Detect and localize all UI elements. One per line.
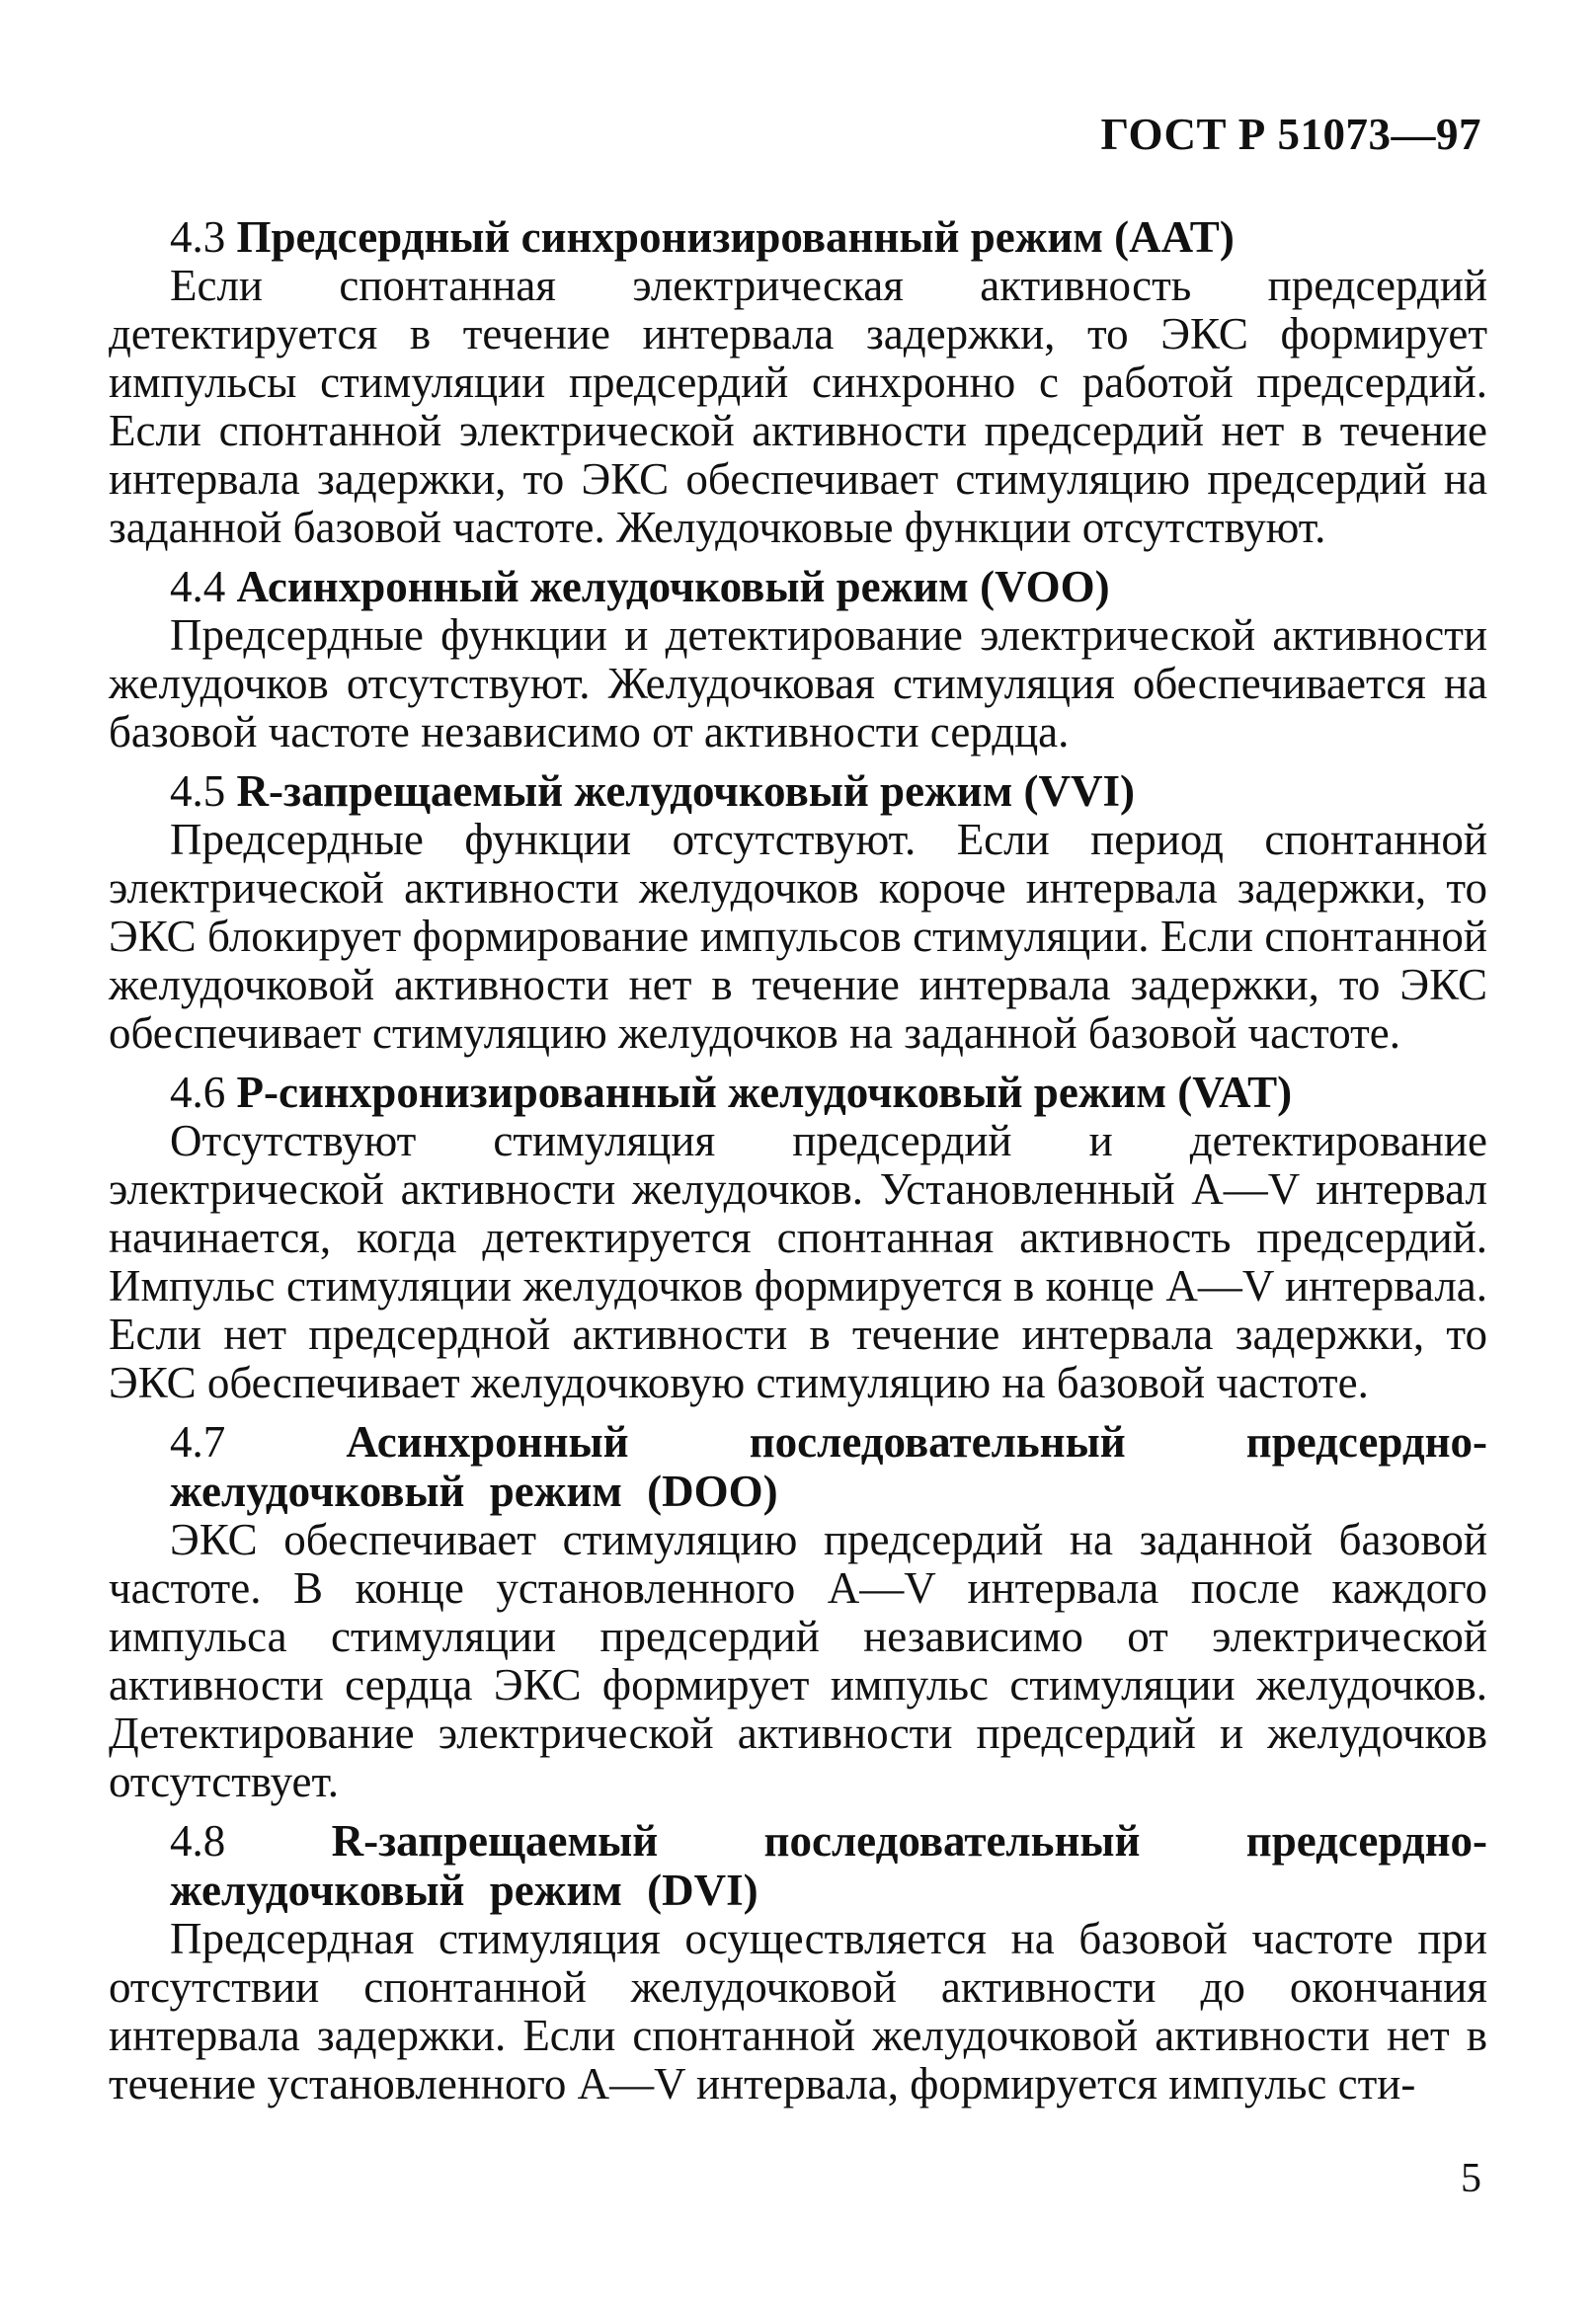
section-title: Р-синхронизированный желудочковый режим (VAT): [236, 1068, 1293, 1117]
document-body: [109, 202, 1487, 2108]
section-4-7: [109, 1407, 1487, 1806]
section-paragraph: ЭКС обеспечивает стимуляцию предсердий на заданной базовой частоте. В конце установленного A—V интервала после каждого импульса стимуляции предсердий независимо от электрической активности сердца ЭКС формирует импульс стимуляции желудочков. Детектирование электрической активности предсердий и желудочков отсутствует.: [109, 1515, 1487, 1806]
section-paragraph: Предсердные функции и детектирование электрической активности желудочков отсутствуют. Желудочковая стимуляция обеспечивается на базовой частоте независимо от активности сердца.: [109, 610, 1487, 756]
section-heading: [109, 1407, 1487, 1516]
section-number: 4.7: [170, 1417, 226, 1467]
section-paragraph: Отсутствуют стимуляция предсердий и детектирование электрической активности желудочков. Установленный A—V интервал начинается, когда детектируется спонтанная активность предсердий. Импульс стимуляции желудочков формируется в конце A—V интервала. Если нет предсердной активности в течение интервала задержки, то ЭКС обеспечивает желудочковую стимуляцию на базовой частоте.: [109, 1116, 1487, 1407]
section-title: R-запрещаемый желудочковый режим (VVI): [236, 766, 1135, 816]
section-paragraph: Предсердные функции отсутствуют. Если период спонтанной электрической активности желудочков короче интервала задержки, то ЭКС блокирует формирование импульсов стимуляции. Если спонтанной желудочковой активности нет в течение интервала задержки, то ЭКС обеспечивает стимуляцию желудочков на заданной базовой частоте.: [109, 815, 1487, 1058]
section-number: 4.4: [170, 562, 226, 611]
section-title: Предсердный синхронизированный режим (AAT): [236, 212, 1235, 262]
section-heading: [109, 1058, 1487, 1117]
section-4-8: [109, 1806, 1487, 2108]
section-title: R-запрещаемый последовательный предсердно-желудочковый режим (DVI): [170, 1816, 1488, 1915]
section-paragraph: Предсердная стимуляция осуществляется на базовой частоте при отсутствии спонтанной желудочковой активности до окончания интервала задержки. Если спонтанной желудочковой активности нет в течение установленного A—V интервала, формируется импульс сти-: [109, 1914, 1487, 2108]
section-4-4: [109, 552, 1487, 756]
section-title: Асинхронный желудочковый режим (VOO): [236, 562, 1110, 611]
section-heading: [109, 202, 1487, 262]
section-number: 4.6: [170, 1068, 226, 1117]
section-number: 4.3: [170, 212, 226, 262]
section-title: Асинхронный последовательный предсердно-желудочковый режим (DOO): [170, 1417, 1487, 1516]
page-number: 5: [1461, 2156, 1481, 2201]
section-number: 4.8: [170, 1816, 226, 1866]
section-4-3: [109, 202, 1487, 552]
section-heading: [109, 1806, 1487, 1915]
section-number: 4.5: [170, 766, 226, 816]
section-paragraph: Если спонтанная электрическая активность предсердий детектируется в течение интервала задержки, то ЭКС формирует импульсы стимуляции предсердий синхронно с работой предсердий. Если спонтанной электрической активности предсердий нет в течение интервала задержки, то ЭКС обеспечивает стимуляцию предсердий на заданной базовой частоте. Желудочковые функции отсутствуют.: [109, 261, 1487, 552]
section-heading: [109, 756, 1487, 816]
section-heading: [109, 552, 1487, 611]
section-4-5: [109, 756, 1487, 1058]
section-4-6: [109, 1058, 1487, 1407]
document-header: ГОСТ Р 51073—97: [1100, 110, 1481, 159]
